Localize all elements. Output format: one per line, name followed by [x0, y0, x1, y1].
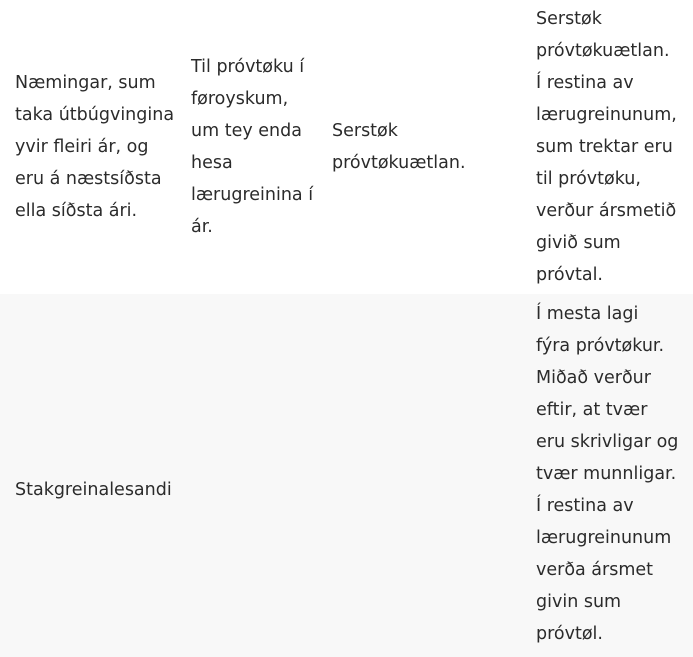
table-cell-exam-plan: Serstøk próvtøkuætlan. [332, 121, 466, 173]
table-cell-exam-details: Serstøk próvtøkuætlan. Í restina av lærugreinunum, sum trektar eru til próvtøku, verður ársmetið givið sum próvtal. [536, 9, 677, 285]
table-cell-exam-details: Í mesta lagi fýra próvtøkur. Miðað verður eftir, at tvær eru skrivligar og tvær munnligar. Í restina av lærugreinunum verða ársmet givin sum próvtøl. [536, 304, 679, 644]
table-cell-student-group: Næmingar, sum taka útbúgvingina yvir fleiri ár, og eru á næstsíðsta ella síðsta ári. [15, 73, 175, 221]
table-cell-exam-subject: Til próvtøku í føroyskum, um tey enda hesa lærugreinina í ár. [191, 57, 314, 237]
table-row [0, 294, 693, 657]
table-row [0, 0, 693, 294]
table-cell-student-group: Stakgreinalesandi [15, 480, 172, 500]
